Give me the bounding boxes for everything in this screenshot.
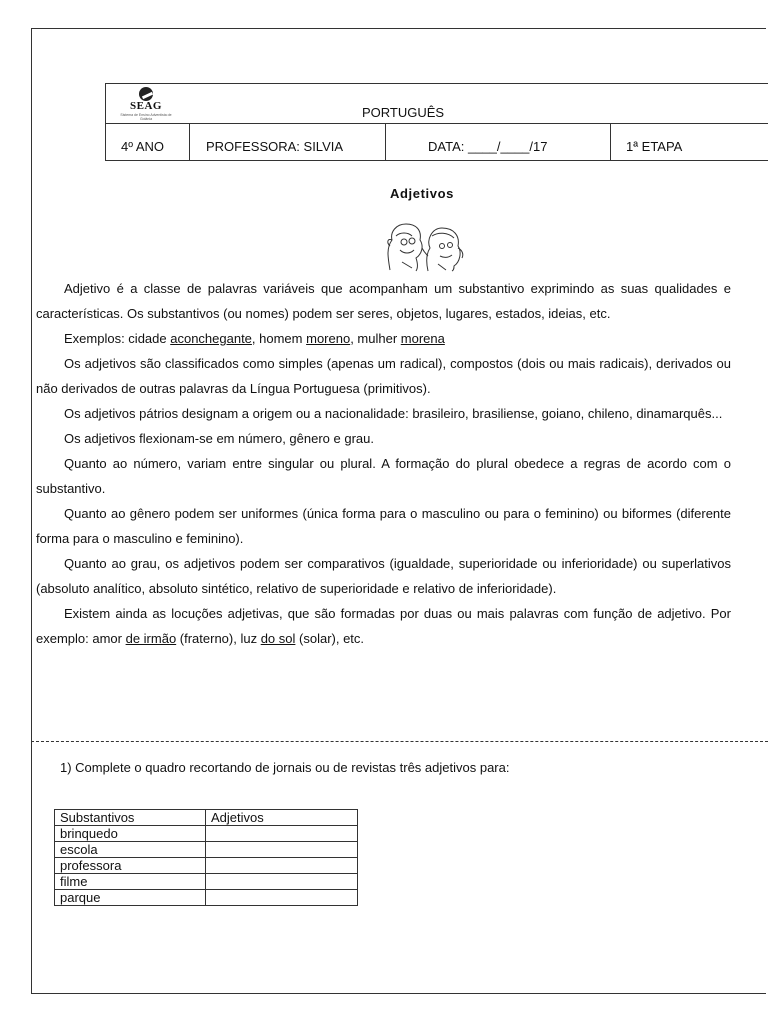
example-word-1: aconchegante — [170, 331, 252, 346]
noun-cell: brinquedo — [55, 826, 206, 842]
paragraph-classification: Os adjetivos são classificados como simples (apenas um radical), compostos (dois ou mais radicais), derivados ou não derivados de outras palavras da Língua Portuguesa (primitivos). — [36, 356, 731, 396]
seag-logo — [115, 87, 177, 119]
noun-cell: filme — [55, 874, 206, 890]
locution-example-2: do sol — [260, 631, 296, 646]
teacher-label: PROFESSORA: SILVIA — [206, 139, 344, 154]
exercise-question: 1) Complete o quadro recortando de jornais ou de revistas três adjetivos para: — [60, 760, 510, 775]
adjective-answer-cell[interactable] — [206, 858, 358, 874]
table-row — [55, 890, 358, 906]
header-divider-3 — [610, 123, 611, 161]
cartoon-characters-illustration — [382, 218, 466, 272]
example-word-2: moreno — [306, 331, 351, 346]
logo-subtitle: Sistema de Ensino Adventista de Goiânia — [120, 113, 172, 121]
paragraph-flexion: Os adjetivos flexionam-se em número, gênero e grau. — [64, 431, 374, 446]
subject-label: PORTUGUÊS — [362, 105, 445, 120]
locutions-text-a: Existem ainda as locuções adjetivas, que são formadas por duas ou mais palavras com função de adjetivo. Por exemplo: amor — [36, 606, 731, 646]
locutions-text-c: (solar), etc. — [295, 631, 365, 646]
header-divider-1 — [189, 123, 190, 161]
adjective-answer-cell[interactable] — [206, 826, 358, 842]
header-adjetivos: Adjetivos — [206, 810, 358, 826]
page-title: Adjetivos — [390, 186, 454, 201]
examples-sep-1: , homem — [251, 331, 307, 346]
examples-sep-2: , mulher — [350, 331, 401, 346]
stage-label: 1ª ETAPA — [626, 139, 683, 154]
table-row — [55, 858, 358, 874]
paragraph-degree: Quanto ao grau, os adjetivos podem ser comparativos (igualdade, superioridade ou inferioridade) ou superlativos (absoluto analítico, absoluto sintético, relativo de superioridade e relativo de inferioridade). — [36, 556, 731, 596]
header-bottom-line — [105, 160, 768, 161]
body-text — [36, 276, 731, 651]
adjective-answer-cell[interactable] — [206, 874, 358, 890]
grade-label: 4º ANO — [121, 139, 165, 154]
table-row — [55, 826, 358, 842]
table-header-row — [55, 810, 358, 826]
paragraph-locutions — [36, 601, 731, 651]
examples-prefix: Exemplos: cidade — [64, 331, 171, 346]
noun-cell: parque — [55, 890, 206, 906]
exercise-table — [54, 809, 358, 906]
table-row — [55, 874, 358, 890]
paragraph-definition: Adjetivo é a classe de palavras variáveis que acompanham um substantivo exprimindo as suas qualidades e características. Os substantivos (ou nomes) podem ser seres, objetos, lugares, estados, ideias, etc. — [36, 281, 731, 321]
logo-icon — [139, 87, 153, 101]
locution-example-1: de irmão — [125, 631, 177, 646]
paragraph-examples — [36, 326, 731, 351]
example-word-3: morena — [400, 331, 445, 346]
header-middle-line — [105, 123, 768, 124]
document-header — [105, 83, 768, 161]
date-label: DATA: ____/____/17 — [428, 139, 548, 154]
paragraph-patrios: Os adjetivos pátrios designam a origem ou a nacionalidade: brasileiro, brasiliense, goiano, chileno, dinamarquês... — [64, 406, 723, 421]
adjective-answer-cell[interactable] — [206, 842, 358, 858]
header-substantivos: Substantivos — [55, 810, 206, 826]
noun-cell: escola — [55, 842, 206, 858]
logo-name: SEAG — [130, 100, 162, 112]
paragraph-gender: Quanto ao gênero podem ser uniformes (única forma para o masculino ou para o feminino) ou biformes (diferente forma para o masculino e feminino). — [36, 506, 731, 546]
noun-cell: professora — [55, 858, 206, 874]
paragraph-number: Quanto ao número, variam entre singular ou plural. A formação do plural obedece a regras de acordo com o substantivo. — [36, 456, 731, 496]
adjective-answer-cell[interactable] — [206, 890, 358, 906]
header-top-line — [105, 83, 768, 84]
header-divider-2 — [385, 123, 386, 161]
locutions-text-b: (fraterno), luz — [176, 631, 261, 646]
cut-line-divider — [31, 741, 768, 742]
header-left-line — [105, 83, 106, 161]
table-row — [55, 842, 358, 858]
